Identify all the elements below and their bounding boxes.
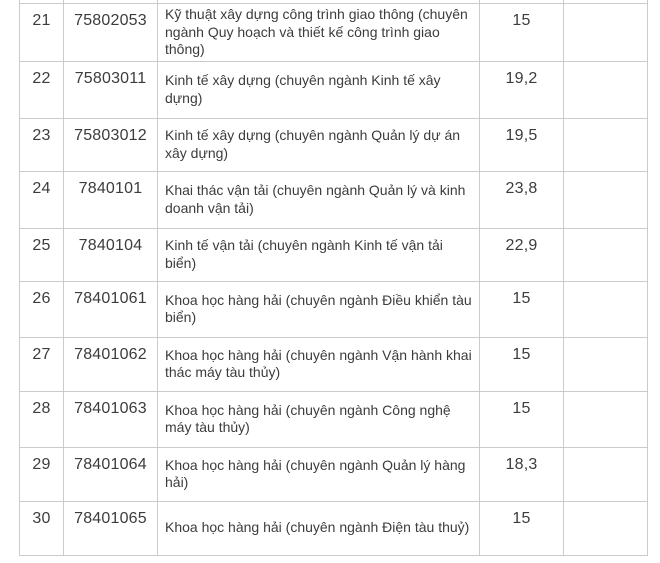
score-cell: 23,8 — [480, 171, 564, 228]
major-name-cell: Khoa học hàng hải (chuyên ngành Điện tàu thuỷ) — [158, 501, 480, 555]
empty-cell — [564, 501, 648, 555]
empty-cell — [564, 4, 648, 62]
empty-cell — [564, 171, 648, 228]
empty-cell — [564, 228, 648, 281]
table-row — [20, 118, 648, 171]
row-number-cell: 28 — [20, 391, 64, 447]
score-cell: 15 — [480, 337, 564, 391]
score-cell: 15 — [480, 391, 564, 447]
major-code-cell: 78401063 — [64, 391, 158, 447]
score-cell: 15 — [480, 4, 564, 62]
table-row — [20, 4, 648, 62]
major-code-cell: 75803011 — [64, 61, 158, 118]
empty-cell — [564, 391, 648, 447]
score-cell: 19,5 — [480, 118, 564, 171]
empty-cell — [564, 118, 648, 171]
table-row — [20, 501, 648, 555]
row-number-cell: 27 — [20, 337, 64, 391]
table-row — [20, 61, 648, 118]
major-name-cell: Khoa học hàng hải (chuyên ngành Công nghệ máy tàu thủy) — [158, 391, 480, 447]
empty-cell — [564, 337, 648, 391]
row-number-cell: 29 — [20, 447, 64, 501]
major-name-cell: Khoa học hàng hải (chuyên ngành Vận hành khai thác máy tàu thủy) — [158, 337, 480, 391]
empty-cell — [564, 281, 648, 337]
row-number-cell: 30 — [20, 501, 64, 555]
score-cell: 15 — [480, 501, 564, 555]
major-code-cell: 78401064 — [64, 447, 158, 501]
major-code-cell: 78401061 — [64, 281, 158, 337]
table-body — [20, 0, 648, 555]
row-number-cell: 26 — [20, 281, 64, 337]
major-name-cell: Khoa học hàng hải (chuyên ngành Quản lý hàng hải) — [158, 447, 480, 501]
table-row — [20, 228, 648, 281]
major-name-cell: Kỹ thuật xây dựng công trình giao thông (chuyên ngành Quy hoạch và thiết kế công trình giao thông) — [158, 4, 480, 62]
major-code-cell: 78401062 — [64, 337, 158, 391]
table-row — [20, 391, 648, 447]
major-name-cell: Kinh tế xây dựng (chuyên ngành Kinh tế xây dựng) — [158, 61, 480, 118]
table-row — [20, 171, 648, 228]
major-code-cell: 78401065 — [64, 501, 158, 555]
major-name-cell: Khai thác vận tải (chuyên ngành Quản lý và kinh doanh vận tải) — [158, 171, 480, 228]
row-number-cell: 25 — [20, 228, 64, 281]
major-name-cell: Kinh tế xây dựng (chuyên ngành Quản lý dự án xây dựng) — [158, 118, 480, 171]
empty-cell — [564, 447, 648, 501]
table-row — [20, 337, 648, 391]
admission-scores-table — [19, 0, 648, 556]
empty-cell — [564, 61, 648, 118]
score-cell: 18,3 — [480, 447, 564, 501]
row-number-cell: 24 — [20, 171, 64, 228]
table-row — [20, 447, 648, 501]
row-number-cell: 22 — [20, 61, 64, 118]
major-code-cell: 7840101 — [64, 171, 158, 228]
major-code-cell: 75803012 — [64, 118, 158, 171]
major-code-cell: 7840104 — [64, 228, 158, 281]
score-cell: 15 — [480, 281, 564, 337]
major-code-cell: 75802053 — [64, 4, 158, 62]
major-name-cell: Khoa học hàng hải (chuyên ngành Điều khiển tàu biển) — [158, 281, 480, 337]
table-row — [20, 281, 648, 337]
row-number-cell: 23 — [20, 118, 64, 171]
major-name-cell: Kinh tế vận tải (chuyên ngành Kinh tế vận tải biển) — [158, 228, 480, 281]
row-number-cell: 21 — [20, 4, 64, 62]
score-cell: 22,9 — [480, 228, 564, 281]
score-cell: 19,2 — [480, 61, 564, 118]
